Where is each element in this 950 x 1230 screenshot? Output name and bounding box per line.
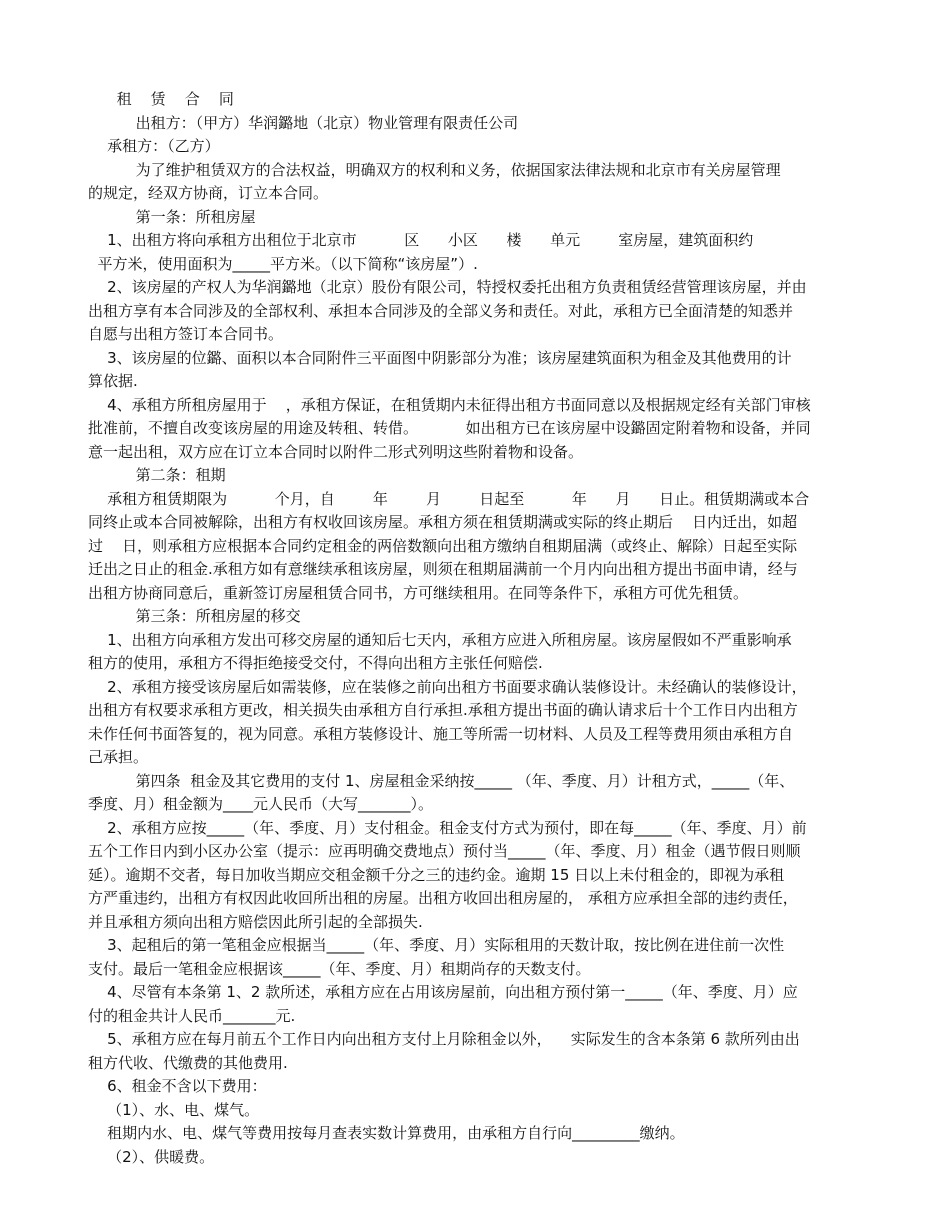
text-line: 己承担。 [88,748,149,766]
text-line: 出租方协商同意后，重新签订房屋租赁合同书，方可继续租用。在同等条件下，承租方可优先租赁。 [88,583,749,602]
text-line: 1、出租方向承租方发出可移交房屋的通知后七天内，承租方应进入所租房屋。该房屋假如不严重影响承 [88,630,792,649]
text-line: 第一条：所租房屋 [88,207,256,226]
text-line: 4、尽管有本条第 1、2 款所述，承租方应在占用该房屋前，向出租方预付第一_____（年、季度、月）应 [88,983,798,1001]
text-line: 自愿与出租方签订本合同书。 [88,325,284,343]
text-line: 第四条 租金及其它费用的支付 1、房屋租金采纳按_____ （年、季度、月）计租方式，_____（年、 [88,771,795,790]
text-line: 的规定，经双方协商，订立本合同。 [88,184,329,202]
text-line: 租期内水、电、煤气等费用按每月查表实数计算费用，由承租方自行向_________缴纳。 [88,1124,685,1142]
text-line: 第三条：所租房屋的移交 [88,607,301,625]
text-line: 2、承租方接受该房屋后如需装修，应在装修之前向出租方书面要求确认装修设计。未经确认的装修设计， [88,677,807,696]
text-line: 季度、月）租金额为____元人民币（大写_______）。 [88,795,434,813]
text-line: 2、该房屋的产权人为华润鏴地（北京）股份有限公司，特授权委托出租方负责租赁经营管理该房屋，并由 [88,278,807,296]
text-line: 1、出租方将向承租方出租位于北京市 区 小区 楼 单元 室房屋，建筑面积约 [88,231,754,249]
text-line: 五个工作日内到小区办公室（提示：应再明确交费地点）预付当_____（年、季度、月）租金（遇节假日则顺 [88,842,801,860]
text-line: 延）。逾期不交者，每日加收当期应交租金额千分之三的违约金。逾期 15 日以上未付租金的，即视为承租 [88,865,785,884]
text-line: 4、承租方所租房屋用于 ，承租方保证，在租赁期内未征得出租方书面同意以及根据规定经有关部门审核 [88,395,811,414]
text-line: 出租方：（甲方）华润鏴地（北京）物业管理有限责任公司 [88,113,519,132]
text-line: （2）、供暖费。 [88,1147,215,1166]
text-line: 3、起租后的第一笔租金应根据当_____（年、季度、月）实际租用的天数计取，按比例在进住前一次性 [88,936,785,954]
text-line: 迁出之日止的租金.承租方如有意继续承租该房屋，则须在租期届满前一个月内向出租方提出书面申请，经与 [88,560,798,578]
text-line: 支付。最后一笔租金应根据该_____（年、季度、月）租期尚存的天数支付。 [88,959,591,978]
text-line: 算依据. [88,372,138,390]
text-line: 并且承租方须向出租方赔偿因此所引起的全部损失. [88,912,423,931]
text-line: 5、承租方应在每月前五个工作日内向出租方支付上月除租金以外， 实际发生的含本条第 6 款所列由出 [88,1030,800,1048]
text-line: 未作任何书面答复的，视为同意。承租方装修设计、施工等所需一切材料、人员及工程等费用须由承租方自 [88,724,794,743]
text-line: 3、该房屋的位鏴、面积以本合同附件三平面图中阴影部分为准；该房屋建筑面积为租金及其他费用的计 [88,348,792,367]
text-line: 第二条：租期 [88,466,226,484]
text-line: 租 赁 合 同 [88,90,234,108]
text-line: （1）、水、电、煤气。 [88,1100,260,1119]
text-line: 意一起出租，双方应在订立本合同时以附件二形式列明这些附着物和设备。 [88,442,584,461]
text-line: 批准前，不擅自改变该房屋的用途及转租、转借。 如出租方已在该房屋中设鏴固定附着物和设备，并同 [88,419,811,437]
text-line: 过 日，则承租方应根据本合同约定租金的两倍数额向出租方缴纳自租期届满（或终止、解除）日起至实际 [88,536,798,555]
text-line: 出租方享有本合同涉及的全部权利、承担本合同涉及的全部义务和责任。对此，承租方已全面清楚的知悉并 [88,301,794,320]
text-line: 付的租金共计人民币_______元. [88,1006,296,1025]
text-line: 方严重违约，出租方有权因此收回所出租的房屋。出租方收回出租房屋的， 承租方应承担全部的违约责任， [88,889,798,907]
text-line: 租方代收、代缴费的其他费用. [88,1053,288,1072]
text-line: 租方的使用，承租方不得拒绝接受交付，不得向出租方主张任何赔偿. [88,654,543,672]
text-line: 为了维护租赁双方的合法权益，明确双方的权利和义务，依据国家法律法规和北京市有关房屋管理 [88,160,781,179]
text-line: 平方米，使用面积为_____平方米。（以下简称“该房屋”）. [88,254,478,273]
text-line: 出租方有权要求承租方更改，相关损失由承租方自行承担.承租方提出书面的确认请求后十个工作日内出租方 [88,701,798,719]
text-line: 6、租金不含以下费用： [88,1077,267,1095]
text-line: 承租方租赁期限为 个月，自 年 月 日起至 年 月 日止。租赁期满或本合 [88,489,810,508]
text-line: 2、承租方应按_____（年、季度、月）支付租金。租金支付方式为预付，即在每_____（年、季度、月）前 [88,818,807,837]
text-line: 承租方：（乙方） [88,137,220,155]
contract-body [88,88,868,1169]
text-line: 同终止或本合同被解除，出租方有权收回该房屋。承租方须在租赁期满或实际的终止期后 日内迁出，如超 [88,513,798,531]
